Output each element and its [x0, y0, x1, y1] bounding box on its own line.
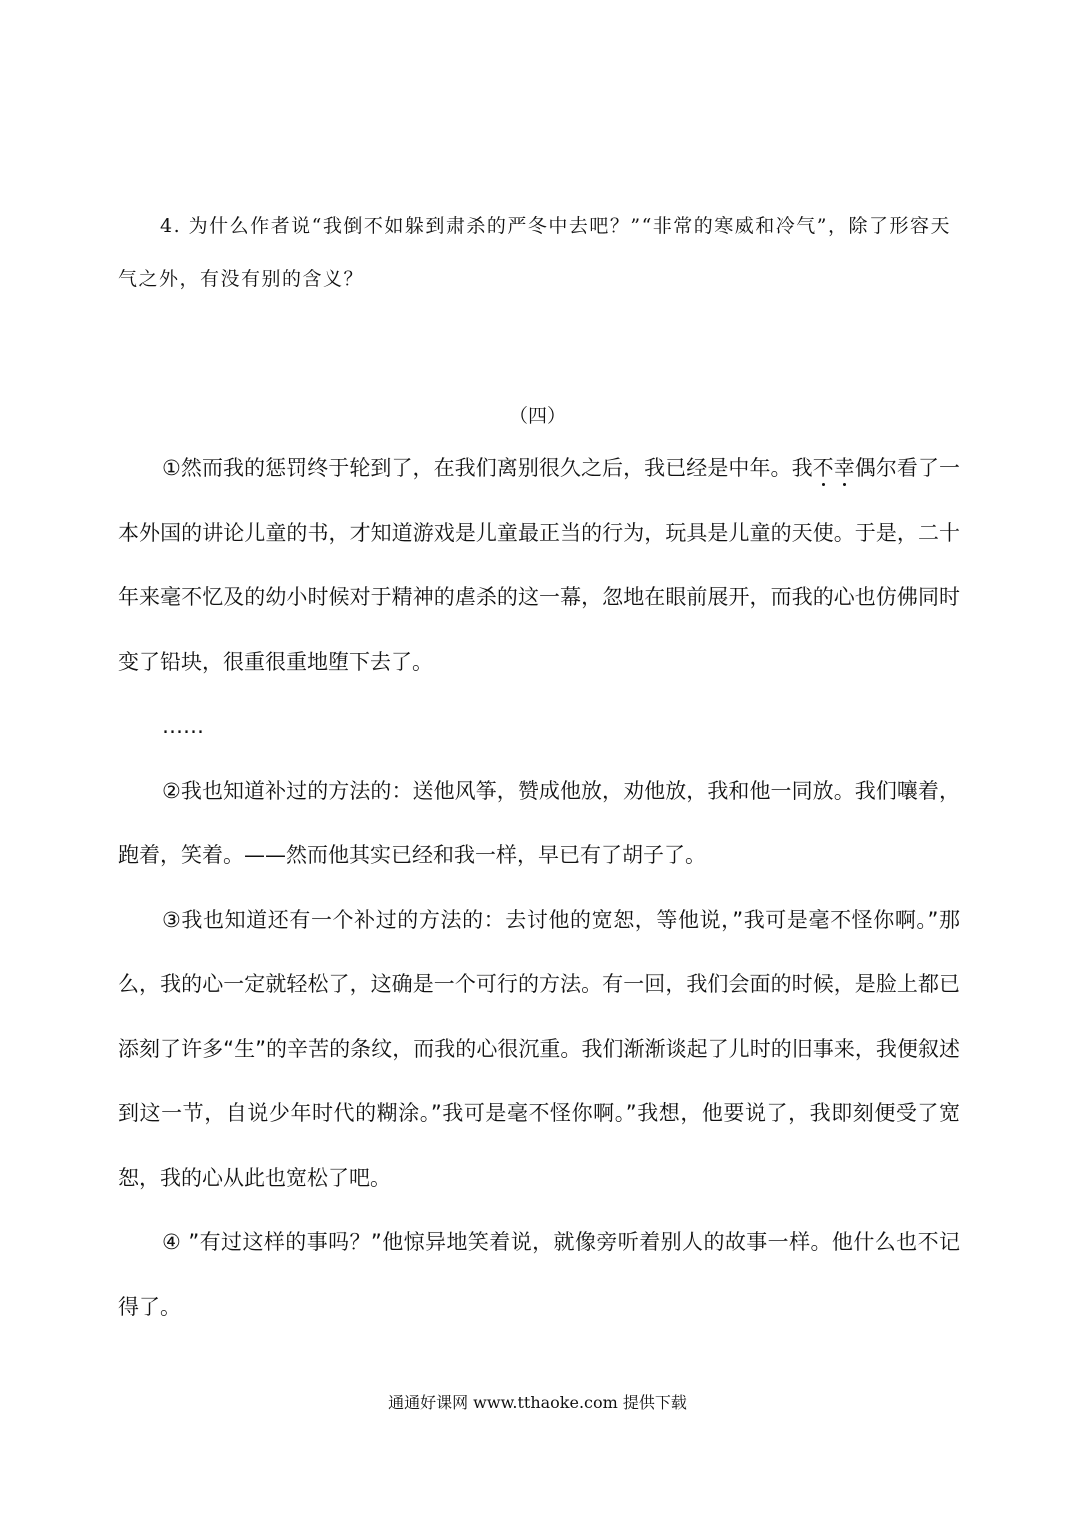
- paragraph-1-text-end: 偶尔看了一本外国的讲论儿童的书，才知道游戏是儿童最正当的行为，玩具是儿童的天使。于是，二十年来毫不忆及的幼小时候对于精神的虐杀的这一幕，忽地在眼前展开，而我的心也仿佛同时变了铅块，很重很重地堕下去了。: [118, 456, 961, 674]
- paragraph-3: ③我也知道还有一个补过的方法的：去讨他的宽恕，等他说，”我可是毫不怪你啊。”那么，我的心一定就轻松了，这确是一个可行的方法。有一回，我们会面的时候，是脸上都已添刻了许多“生”的辛苦的条纹，而我的心很沉重。我们渐渐谈起了儿时的旧事来，我便叙述到这一节，自说少年时代的糊涂。”我可是毫不怪你啊。”我想，他要说了，我即刻便受了宽恕，我的心从此也宽松了吧。: [118, 907, 960, 1190]
- question-4: [118, 200, 960, 306]
- footer-source: 通通好课网 www.tthaoke.com 提供下载: [388, 1393, 687, 1412]
- paragraph-1-text-start: ①然而我的惩罚终于轮到了，在我们离别很久之后，我已经是中年。我: [162, 456, 813, 480]
- section-title: （四）: [508, 405, 566, 427]
- emphasis-char-1: 不: [812, 456, 834, 480]
- paragraph-4: ④ ”有过这样的事吗？”他惊异地笑着说，就像旁听着别人的故事一样。他什么也不记得了。: [118, 1230, 960, 1319]
- ellipsis: ……: [162, 714, 204, 738]
- paragraph-1: [118, 436, 960, 694]
- emphasis-char-2: 幸: [833, 456, 855, 480]
- reading-passage: [118, 436, 960, 1339]
- question-4-text: 4. 为什么作者说“我倒不如躲到肃杀的严冬中去吧？”“非常的寒威和冷气”，除了形容天气之外，有没有别的含义？: [118, 215, 952, 290]
- paragraph-2: ②我也知道补过的方法的：送他风筝，赞成他放，劝他放，我和他一同放。我们嚷着，跑着，笑着。——然而他其实已经和我一样，早已有了胡子了。: [118, 778, 960, 867]
